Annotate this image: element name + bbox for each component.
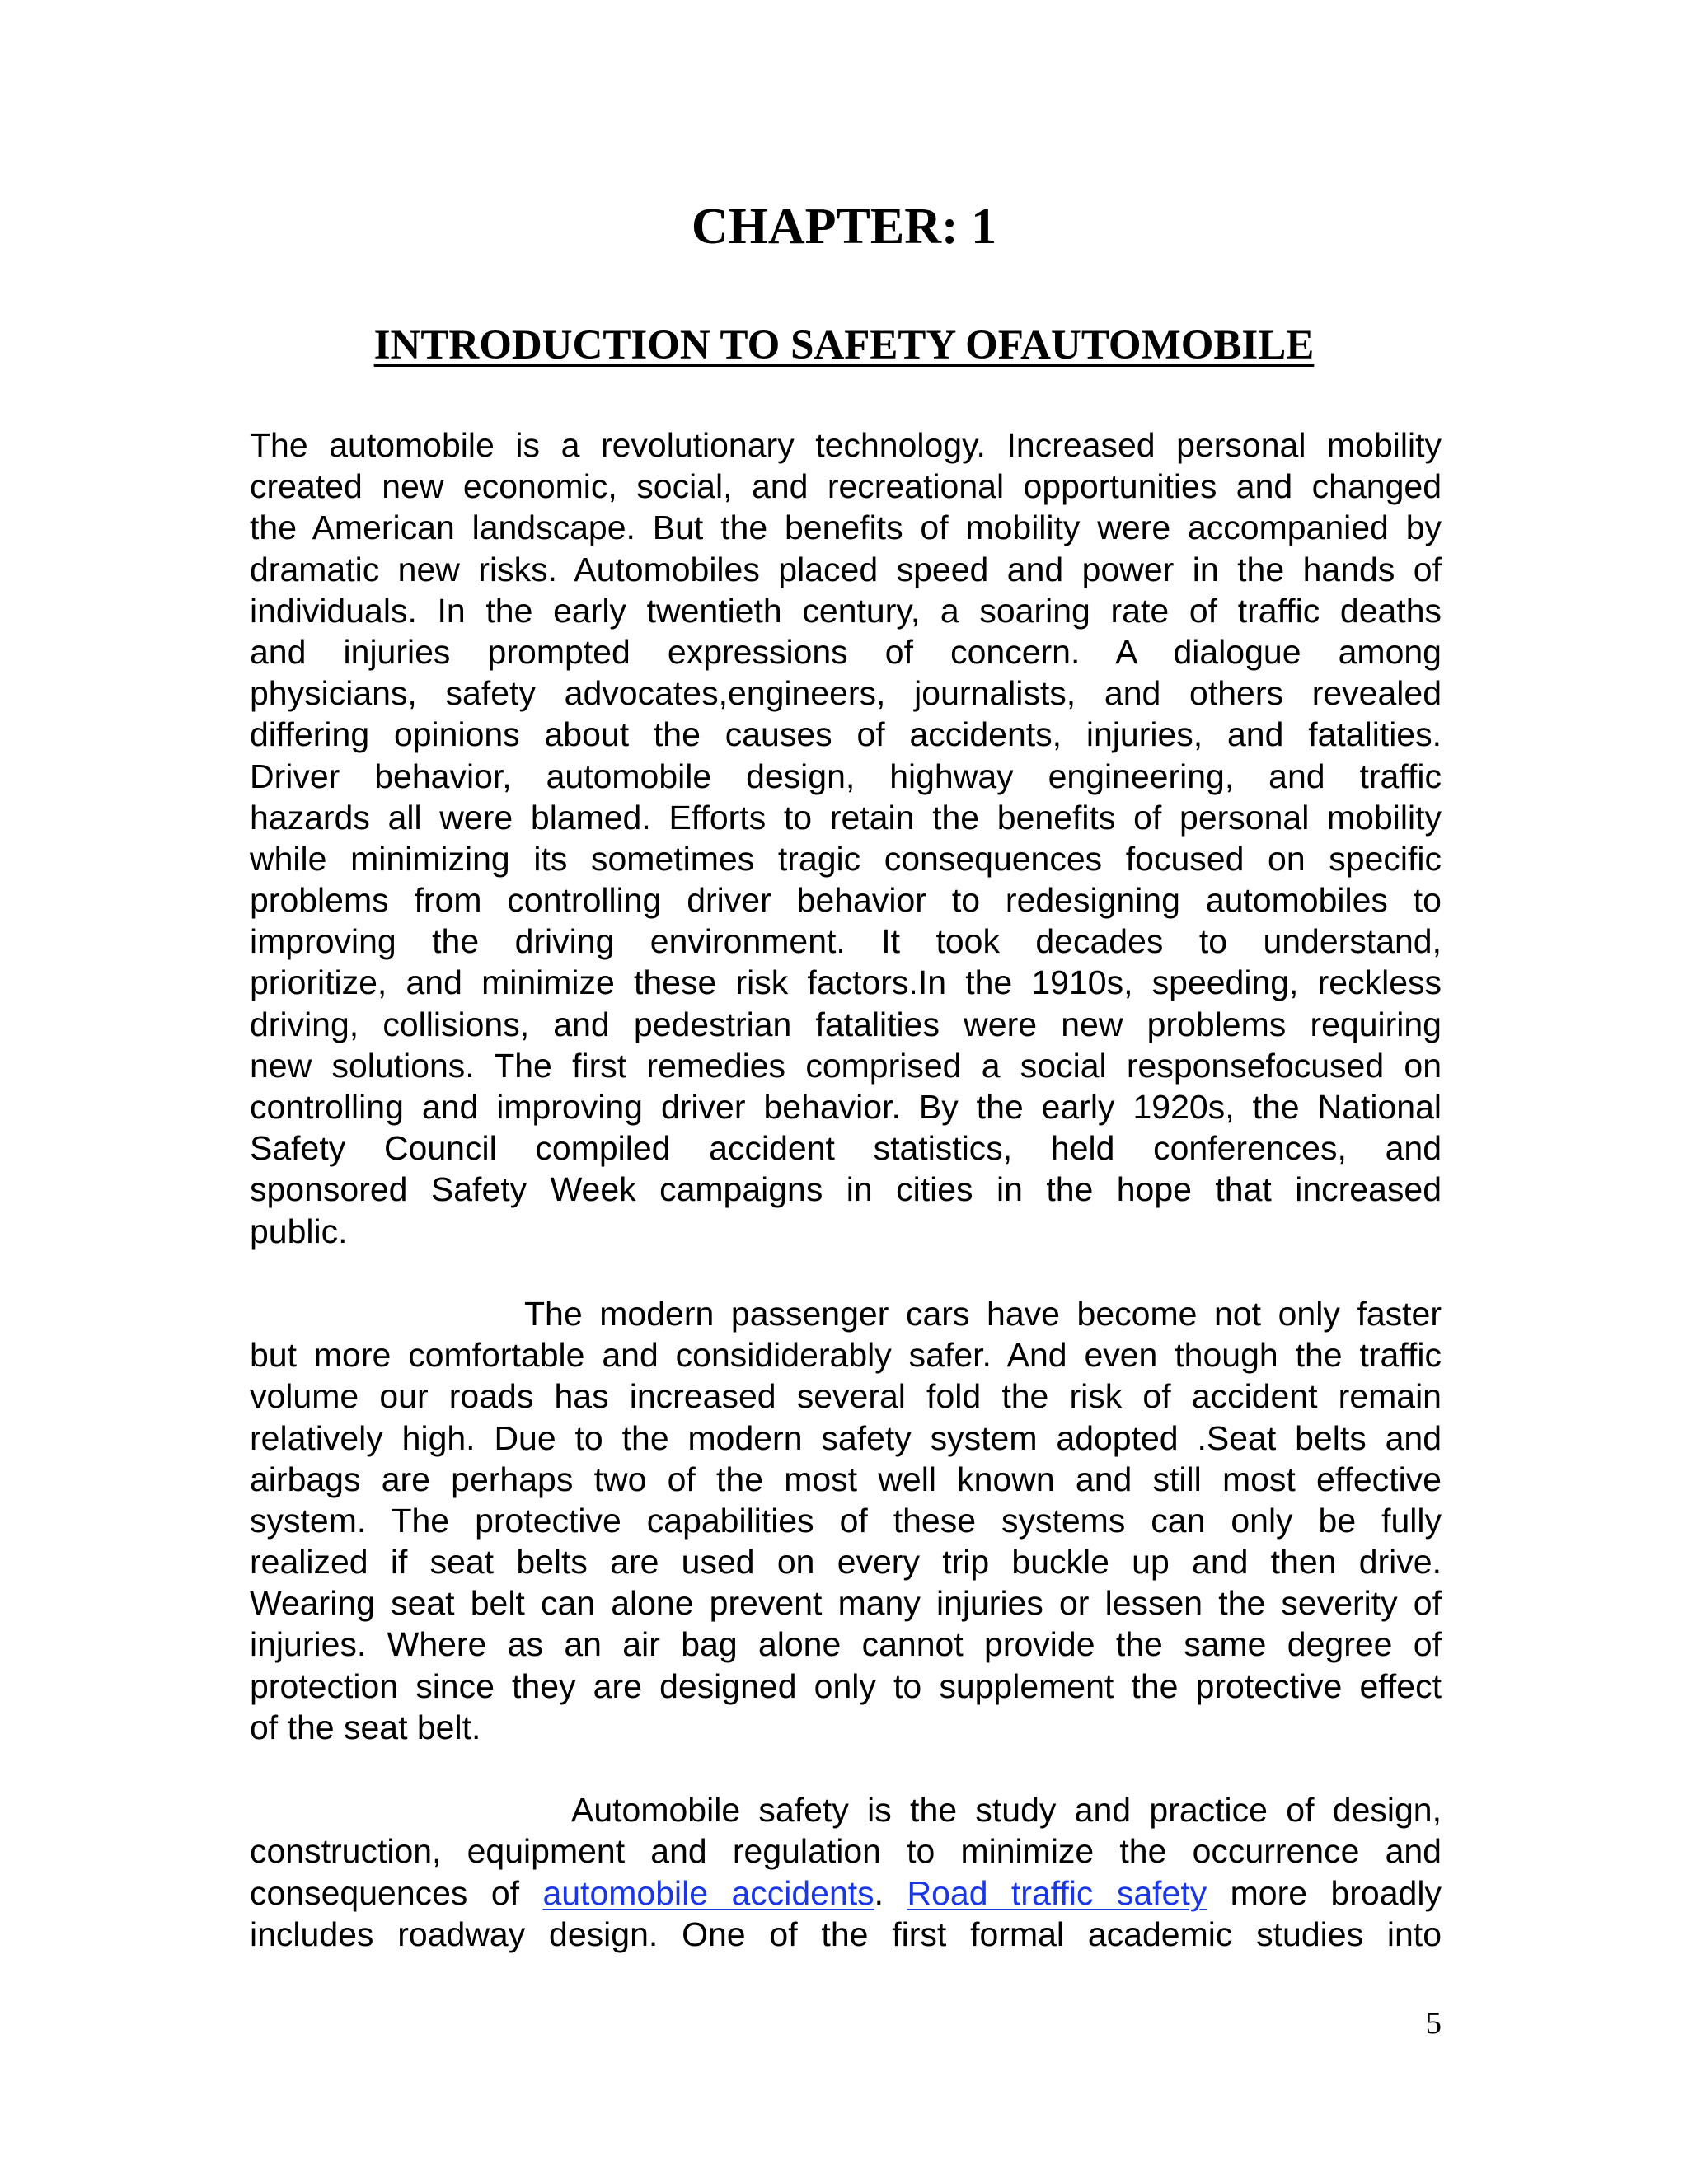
text-line: controlling and improving driver behavior. By the early 1920s, the National <box>250 1088 1442 1126</box>
text-line: Wearing seat belt can alone prevent many injuries or lessen the severity of <box>250 1584 1442 1623</box>
page-number: 5 <box>1426 2006 1442 2041</box>
text-line: differing opinions about the causes of accidents, injuries, and fatalities. <box>250 715 1442 754</box>
text-line: Safety Council compiled accident statistics, held conferences, and <box>250 1129 1442 1168</box>
text-fragment: more broadly <box>1230 1873 1442 1912</box>
text-line: but more comfortable and consididerably safer. And even though the traffic <box>250 1336 1442 1375</box>
paragraph-gap <box>250 1748 1442 1789</box>
text-line: Driver behavior, automobile design, highway engineering, and traffic <box>250 757 1442 795</box>
text-line: while minimizing its sometimes tragic consequences focused on specific <box>250 839 1442 878</box>
text-line: relatively high. Due to the modern safety system adopted .Seat belts and <box>250 1418 1442 1457</box>
link-road-traffic-safety[interactable]: Road traffic safety <box>907 1873 1207 1912</box>
text-line-with-links <box>250 1872 1442 1914</box>
paragraph-1 <box>250 424 1442 1252</box>
paragraph-2 <box>250 1293 1442 1748</box>
text-fragment: . <box>874 1873 884 1912</box>
text-line: Automobile safety is the study and practice of design, <box>571 1791 1442 1830</box>
text-line: hazards all were blamed. Efforts to retain the benefits of personal mobility <box>250 798 1442 837</box>
text-line: The modern passenger cars have become not only faster <box>524 1294 1442 1333</box>
chapter-heading: CHAPTER: 1 <box>691 199 997 255</box>
text-line: realized if seat belts are used on every trip buckle up and then drive. <box>250 1543 1442 1582</box>
text-line: new solutions. The first remedies comprised a social responsefocused on <box>250 1046 1442 1085</box>
text-line: and injuries prompted expressions of concern. A dialogue among <box>250 632 1442 671</box>
text-line: the American landscape. But the benefits of mobility were accompanied by <box>250 509 1442 547</box>
text-line: construction, equipment and regulation to minimize the occurrence and <box>250 1832 1442 1871</box>
text-line: sponsored Safety Week campaigns in cities in the hope that increased <box>250 1170 1442 1209</box>
text-line: prioritize, and minimize these risk factors.In the 1910s, speeding, reckless <box>250 963 1442 1002</box>
text-line: created new economic, social, and recreational opportunities and changed <box>250 467 1442 506</box>
text-line: physicians, safety advocates,engineers, journalists, and others revealed <box>250 674 1442 713</box>
link-automobile-accidents[interactable]: automobile accidents <box>542 1873 874 1912</box>
chapter-title: INTRODUCTION TO SAFETY OFAUTOMOBILE <box>373 322 1315 368</box>
paragraph-gap <box>250 1252 1442 1293</box>
text-line: protection since they are designed only to supplement the protective effect <box>250 1666 1442 1705</box>
text-line: driving, collisions, and pedestrian fatalities were new problems requiring <box>250 1005 1442 1043</box>
text-fragment: consequences of <box>250 1873 520 1912</box>
text-line: volume our roads has increased several fold the risk of accident remain <box>250 1377 1442 1416</box>
text-line: of the seat belt. <box>250 1708 481 1746</box>
text-line: airbags are perhaps two of the most well known and still most effective <box>250 1460 1442 1498</box>
text-line: individuals. In the early twentieth century, a soaring rate of traffic deaths <box>250 591 1442 630</box>
text-line: problems from controlling driver behavior to redesigning automobiles to <box>250 881 1442 920</box>
text-line: dramatic new risks. Automobiles placed speed and power in the hands of <box>250 550 1442 588</box>
text-line: public. <box>250 1212 348 1250</box>
text-line: The automobile is a revolutionary technology. Increased personal mobility <box>250 426 1442 464</box>
text-line: includes roadway design. One of the first formal academic studies into <box>250 1915 1442 1953</box>
text-line: improving the driving environment. It took decades to understand, <box>250 922 1442 961</box>
text-line: injuries. Where as an air bag alone cannot provide the same degree of <box>250 1625 1442 1664</box>
body-text <box>250 424 1442 1955</box>
text-line: system. The protective capabilities of these systems can only be fully <box>250 1501 1442 1540</box>
paragraph-3 <box>250 1789 1442 1955</box>
